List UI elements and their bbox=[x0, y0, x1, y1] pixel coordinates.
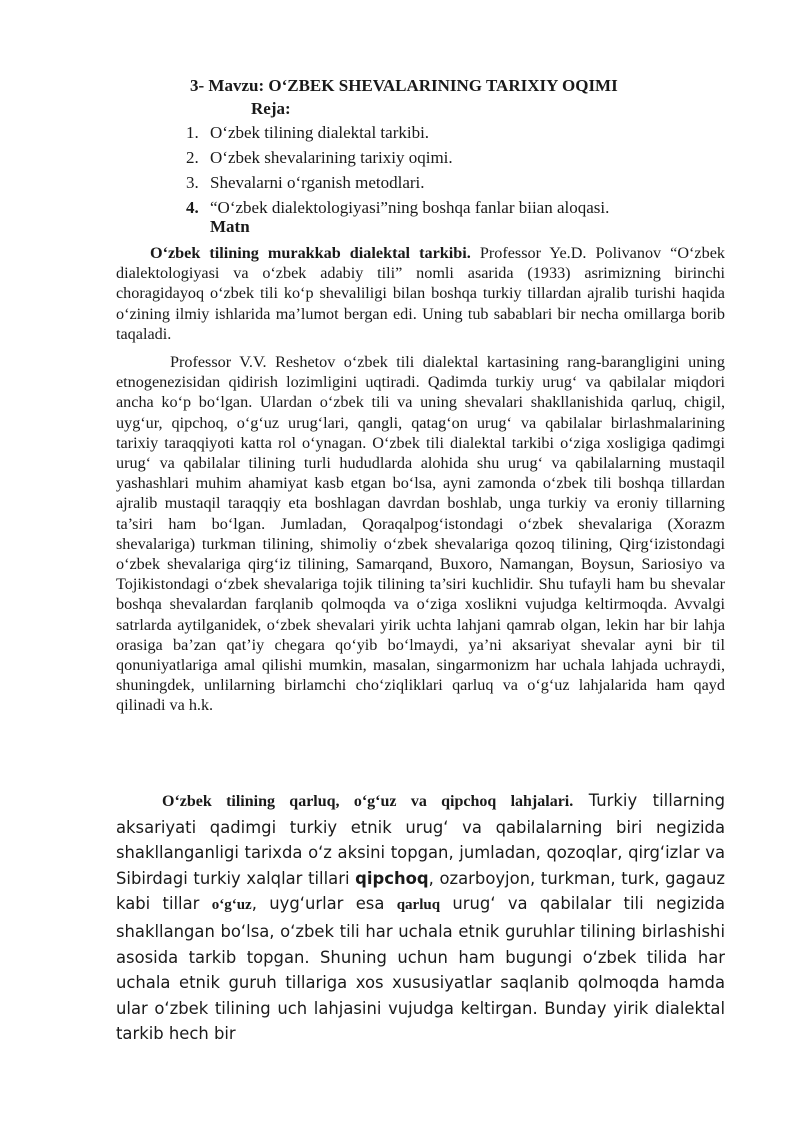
plan-item bbox=[186, 170, 609, 195]
paragraph-dialectal-composition bbox=[116, 243, 725, 344]
plan-item-text: O‘zbek shevalarining tarixiy oqimi. bbox=[210, 148, 453, 167]
plan-heading: Reja: bbox=[251, 99, 291, 118]
plan-item bbox=[186, 145, 609, 170]
paragraph-dialects bbox=[116, 788, 725, 1047]
term-oguz: o‘g‘uz bbox=[211, 897, 252, 914]
plan-item-text: Shevalarni o‘rganish metodlari. bbox=[210, 173, 425, 192]
paragraph-lead: O‘zbek tilining qarluq, o‘g‘uz va qipchoq lahjalari. bbox=[162, 793, 574, 810]
term-qarluq: qarluq bbox=[396, 897, 441, 914]
plan-item-number: 1. bbox=[186, 123, 199, 142]
paragraph-text: Turkiy tillarning aksariyati qadimgi turkiy etnik urug‘ va qabilalarning biri negizida shakllanganligi tarixda o‘z aksini topgan, jumladan, qozoqlar, qirg‘izlar va Sibirdagi turkiy xalqlar tillari bbox=[116, 791, 725, 888]
plan-item-text: O‘zbek tilining dialektal tarkibi. bbox=[210, 123, 430, 142]
plan-list bbox=[186, 120, 609, 220]
plan-item-text: “O‘zbek dialektologiyasi”ning boshqa fanlar biian aloqasi. bbox=[210, 198, 610, 217]
term-qipchoq: qipchoq bbox=[355, 868, 429, 888]
paragraph-text: , ozarboyjon, turkman, turk, gagauz kabi tillar bbox=[116, 868, 725, 914]
plan-item-number: 4. bbox=[186, 198, 199, 217]
plan-item-number: 3. bbox=[186, 173, 199, 192]
text-heading: Matn bbox=[210, 217, 250, 236]
paragraph-reshetov: Professor V.V. Reshetov o‘zbek tili dialektal kartasining rang-barangligini uning etnogenezisidan qidirish lozimligini uqtiradi. Qadimda turkiy urug‘ va qabilalar miqdori ancha ko‘p bo‘lgan. Ulardan o‘zbek tili va uning shevalari shakllanishida qarluq, chigil, uyg‘ur, qipchoq, o‘g‘uz urug‘lari, qangli, qatag‘on urug‘ va qabilalar birlashmalarining tarixiy taraqqiyoti katta rol o‘ynagan. O‘zbek tili dialektal tarkibi o‘ziga xosligiga qadimgi urug‘ va qabilalar tilining turli hududlarda alohida shu urug‘ va qabilalarning mustaqil yashashlari muhim ahamiyat kasb etgan bo‘lsa, ayni zamonda o‘zbek tili boshqa tillardan ajralib mustaqil taraqqiy eta boshlagan davrdan boshlab, unga turkiy va eroniy tillarning ta’siri ham bo‘lgan. Jumladan, Qoraqalpog‘istondagi o‘zbek shevalariga (Xorazm shevalariga) turkman tilining, shimoliy o‘zbek shevalariga qozoq tilining, Qirg‘izistondagi o‘zbek shevalariga qirg‘iz tilining, Samarqand, Buxoro, Namangan, Boysun, Sariosiyo va Tojikistondagi o‘zbek shevalariga tojik tilining ta’siri kuchlidir. Shu tufayli ham bu shevalar boshqa shevalardan farqlanib qolmoqda va o‘ziga xoslikni vujudga keltirmoqda. Avvalgi satrlarda aytilganidek, o‘zbek shevalari yirik uchta lahjani qamrab olgan, lekin har bir lahja orasiga ba’zan qat’iy chegara qo‘yib bo‘lmaydi, ya’ni aksariyat shevalar ayni bir til qonuniyatlariga amal qilishi mumkin, masalan, singarmonizm har uchala lahjada uchraydi, shuningdek, unlilarning birlamchi cho‘ziqliklari qarluq va o‘g‘uz lahjalarida ham qayd qilinadi va h.k. bbox=[116, 353, 725, 715]
paragraph-text: Professor Ye.D. Polivanov “O‘zbek dialektologiyasi va o‘zbek adabiy tili” nomli asarida (1933) asrimizning birinchi choragidayoq o‘zbek tili ko‘p shevaliligi bilan boshqa turkiy tillardan ajralib turishi haqida o‘zining ilmiy ishlarida ma’lumot bergan edi. Uning tub sabablari bir necha omillarga borib taqaladi. bbox=[116, 244, 725, 343]
paragraph-text: , uyg‘urlar esa bbox=[251, 894, 397, 914]
plan-item bbox=[186, 120, 609, 145]
document-title: 3- Mavzu: O‘ZBEK SHEVALARINING TARIXIY OQIMI bbox=[190, 76, 618, 95]
plan-item-number: 2. bbox=[186, 148, 199, 167]
paragraph-lead: O‘zbek tilining murakkab dialektal tarkibi. bbox=[150, 244, 471, 262]
paragraph-text: urug‘ va qabilalar tili negizida shakllangan bo‘lsa, o‘zbek tili har uchala etnik guruhlar tilining birlashishi asosida tarkib topgan. Shuning uchun ham bugungi o‘zbek tilida har uchala etnik guruh tillariga xos xususiyatlar saqlanib qolmoqda hamda ular o‘zbek tilining uch lahjasini vujudga keltirgan. Bunday yirik dialektal tarkib hech bir bbox=[116, 894, 725, 1044]
